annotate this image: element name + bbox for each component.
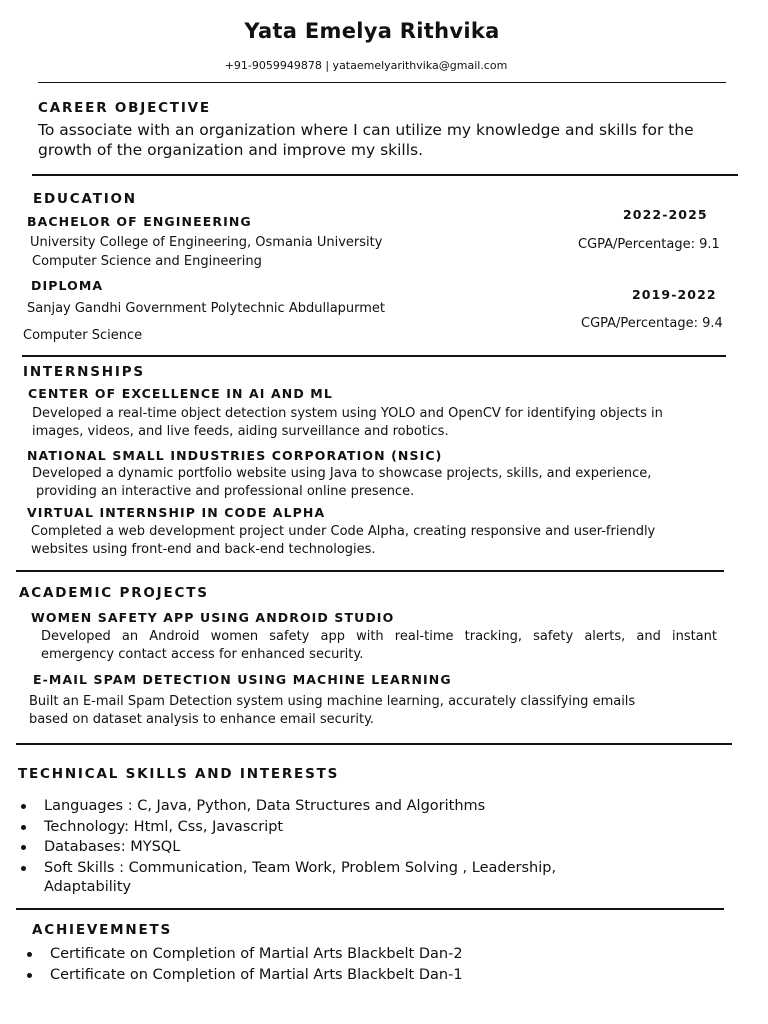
career-objective-heading: CAREER OBJECTIVE (38, 100, 211, 116)
education-degree-diploma: DIPLOMA (31, 278, 104, 293)
internships-heading: INTERNSHIPS (23, 364, 145, 380)
education-field-diploma: Computer Science (23, 328, 143, 343)
objective-line-1: To associate with an organization where I can utilize my knowledge and skills for the (38, 121, 694, 139)
internship-desc-nsic-line-2: providing an interactive and professional online presence. (36, 484, 415, 499)
header-divider (38, 82, 726, 83)
education-score-diploma: CGPA/Percentage: 9.4 (581, 316, 723, 331)
achievements-list (24, 944, 724, 985)
internship-desc-codealpha-line-1: Completed a web development project under Code Alpha, creating responsive and user-friendly (31, 524, 656, 539)
internship-desc-nsic-line-1: Developed a dynamic portfolio website using Java to showcase projects, skills, and experience, (32, 466, 652, 481)
project-desc-spam-line-2: based on dataset analysis to enhance email security. (29, 712, 375, 727)
education-years-be: 2022-2025 (623, 207, 708, 222)
project-desc-women-safety-line-1: Developed an Android women safety app with real-time tracking, safety alerts, and instant (41, 629, 717, 644)
technical-skills-heading: TECHNICAL SKILLS AND INTERESTS (18, 766, 340, 782)
candidate-name: Yata Emelya Rithvika (244, 19, 500, 43)
academic-projects-heading: ACADEMIC PROJECTS (19, 585, 209, 601)
objective-line-2: growth of the organization and improve my skills. (38, 141, 424, 159)
section-divider-internships (16, 570, 724, 572)
section-divider-education (22, 355, 726, 357)
education-degree-be: BACHELOR OF ENGINEERING (27, 214, 252, 229)
achievements-heading: ACHIEVEMNETS (32, 922, 173, 938)
internship-title-coe: CENTER OF EXCELLENCE IN AI AND ML (28, 386, 333, 401)
internship-desc-codealpha-line-2: websites using front-end and back-end technologies. (31, 542, 376, 557)
internship-desc-coe-line-1: Developed a real-time object detection system using YOLO and OpenCV for identifying objects in (32, 406, 663, 421)
project-desc-women-safety-line-2: emergency contact access for enhanced security. (41, 647, 364, 662)
skill-item-databases: Databases: MYSQL (18, 837, 718, 858)
contact-info: +91-9059949878 | yataemelyarithvika@gmail.com (224, 59, 508, 72)
education-years-diploma: 2019-2022 (632, 287, 717, 302)
skill-item-soft-skills: Soft Skills : Communication, Team Work, Problem Solving , Leadership, (18, 858, 718, 879)
internship-desc-coe-line-2: images, videos, and live feeds, aiding surveillance and robotics. (32, 424, 449, 439)
section-divider-skills (16, 908, 724, 910)
section-divider-projects (16, 743, 732, 745)
internship-title-codealpha: VIRTUAL INTERNSHIP IN CODE ALPHA (27, 505, 326, 520)
education-institution-be: University College of Engineering, Osmania University (30, 235, 383, 250)
skill-item-technology: Technology: Html, Css, Javascript (18, 817, 718, 838)
technical-skills-list (18, 796, 718, 878)
section-divider-objective (32, 174, 738, 176)
internship-title-nsic: NATIONAL SMALL INDUSTRIES CORPORATION (NSIC) (27, 448, 443, 463)
achievement-item: Certificate on Completion of Martial Arts Blackbelt Dan-2 (24, 944, 724, 965)
project-desc-spam-line-1: Built an E-mail Spam Detection system using machine learning, accurately classifying emails (29, 694, 636, 709)
project-title-spam-detection: E-MAIL SPAM DETECTION USING MACHINE LEARNING (33, 672, 452, 687)
education-heading: EDUCATION (33, 191, 137, 207)
achievement-item: Certificate on Completion of Martial Arts Blackbelt Dan-1 (24, 965, 724, 986)
education-score-be: CGPA/Percentage: 9.1 (578, 237, 720, 252)
project-title-women-safety: WOMEN SAFETY APP USING ANDROID STUDIO (31, 610, 395, 625)
skill-item-languages: Languages : C, Java, Python, Data Structures and Algorithms (18, 796, 718, 817)
skill-item-soft-skills-continued: Adaptability (44, 879, 132, 895)
education-field-be: Computer Science and Engineering (32, 254, 262, 269)
education-institution-diploma: Sanjay Gandhi Government Polytechnic Abdullapurmet (27, 301, 386, 316)
